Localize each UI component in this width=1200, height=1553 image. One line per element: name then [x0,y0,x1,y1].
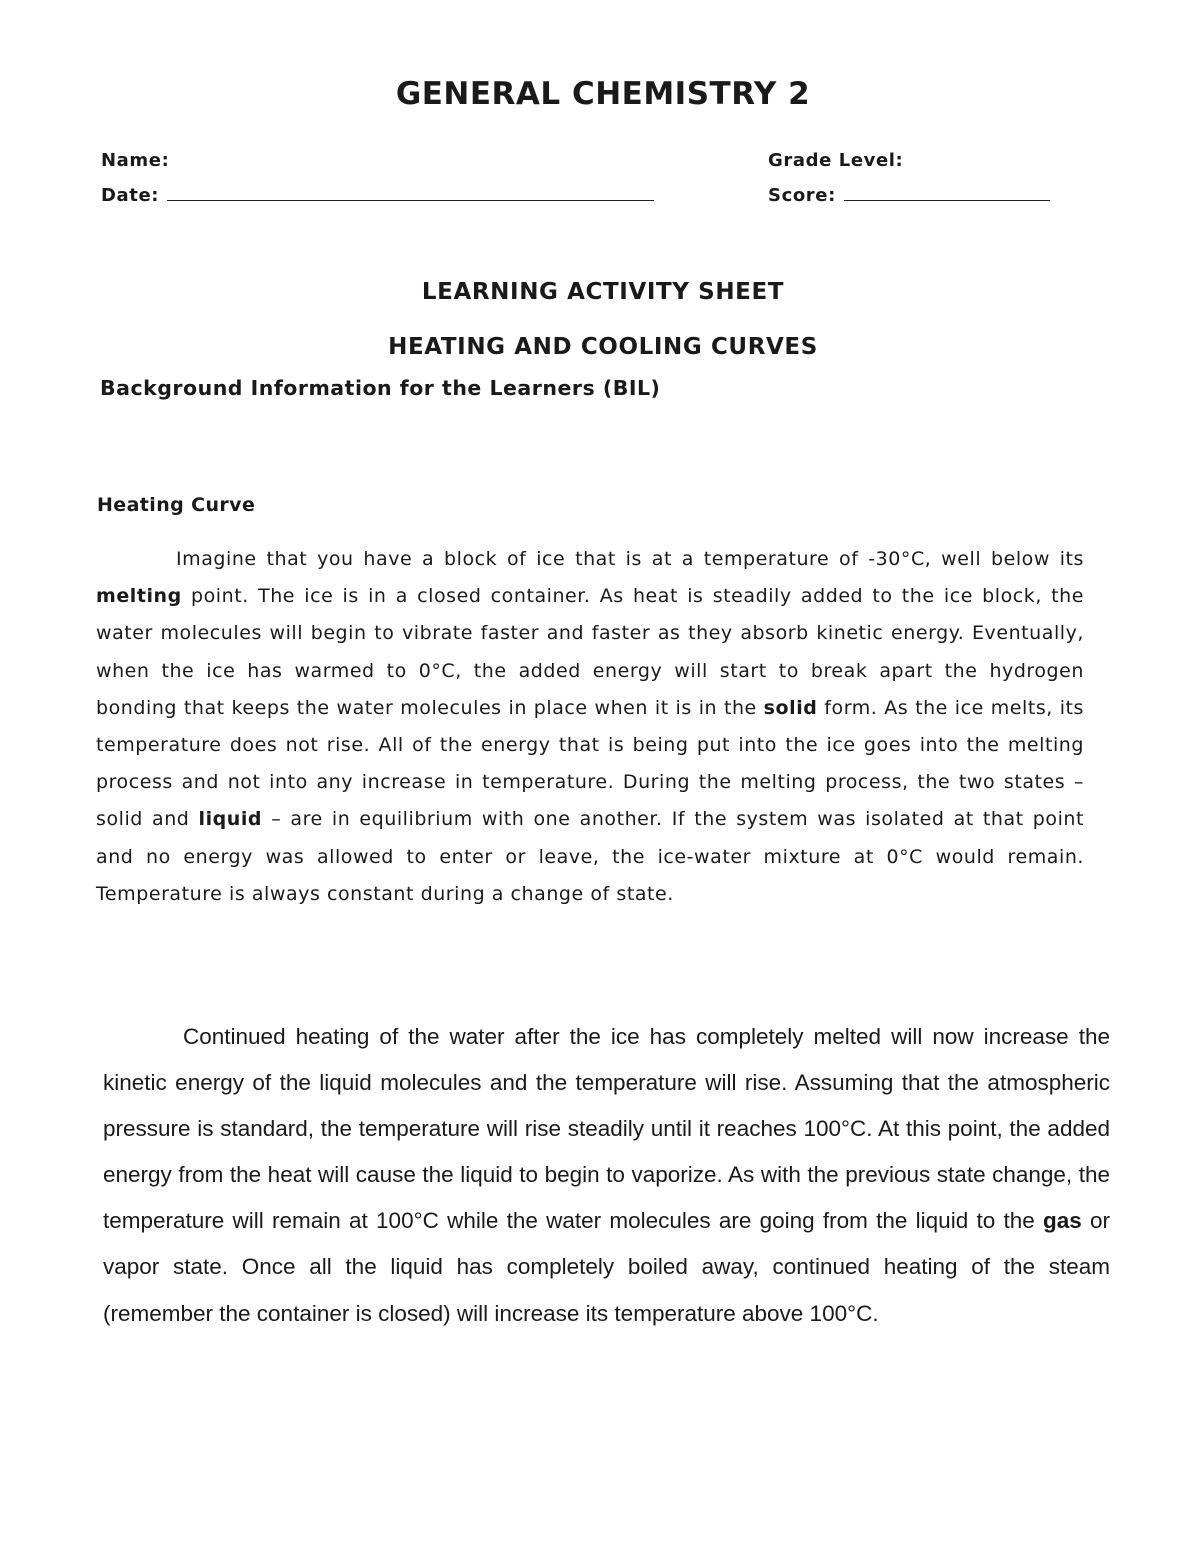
date-label: Date: [101,185,160,206]
bil-heading: Background Information for the Learners (BIL) [100,376,661,400]
para1-text-1: Imagine that you have a block of ice that is at a temperature of -30°C, well below its [176,548,1084,570]
para2-text-1: Continued heating of the water after the ice has completely melted will now increase the kinetic energy of the liquid molecules and the temperature will rise. Assuming that the atmospheric pressure is standard, the temperature will rise steadily until it reaches 100°C. At this point, the added energy from the heat will cause the liquid to begin to vaporize. As with the previous state change, the temperature will remain at 100°C while the water molecules are going from the liquid to the [103,1024,1110,1234]
term-solid: solid [763,696,818,719]
date-blank-line[interactable] [167,186,654,201]
section-heading-heating-curve: Heating Curve [97,494,256,516]
date-field [101,185,654,206]
para2-text-2: or vapor state. Once all the liquid has completely boiled away, continued heating of the steam (remember the container is closed) will increase its temperature above 100°C. [103,1208,1110,1326]
para1-text-4: – are in equilibrium with one another. If the system was isolated at that point and no energy was allowed to enter or leave, the ice-water mixture at 0°C would remain. Temperature is always constant during a change of state. [96,808,1084,905]
term-liquid: liquid [198,808,263,831]
paragraph-heating-curve [96,541,1084,913]
term-gas: gas [1042,1208,1082,1234]
para1-text-2: point. The ice is in a closed container. As heat is steadily added to the ice block, the water molecules will begin to vibrate faster and faster as they absorb kinetic energy. Eventually, when the ice has warmed to 0°C, the added energy will start to break apart the hydrogen bonding that keeps the water molecules in place when it is in the [96,585,1084,719]
sheet-heading: LEARNING ACTIVITY SHEET [421,279,785,305]
para1-text-3: form. As the ice melts, its temperature does not rise. All of the energy that is being put into the ice goes into the melting process and not into any increase in temperature. During the melting process, the two states – solid and [96,696,1084,831]
paragraph-continued-heating [103,1014,1110,1337]
term-melting: melting [96,585,182,608]
document-title: GENERAL CHEMISTRY 2 [395,76,811,112]
grade-level-field [768,150,903,171]
score-label: Score: [768,185,836,206]
score-blank-line[interactable] [844,186,1050,201]
grade-level-label: Grade Level: [768,150,904,171]
topic-heading: HEATING AND COOLING CURVES [388,334,818,360]
name-field [101,150,169,171]
name-label: Name: [101,150,170,171]
score-field [768,185,1050,206]
